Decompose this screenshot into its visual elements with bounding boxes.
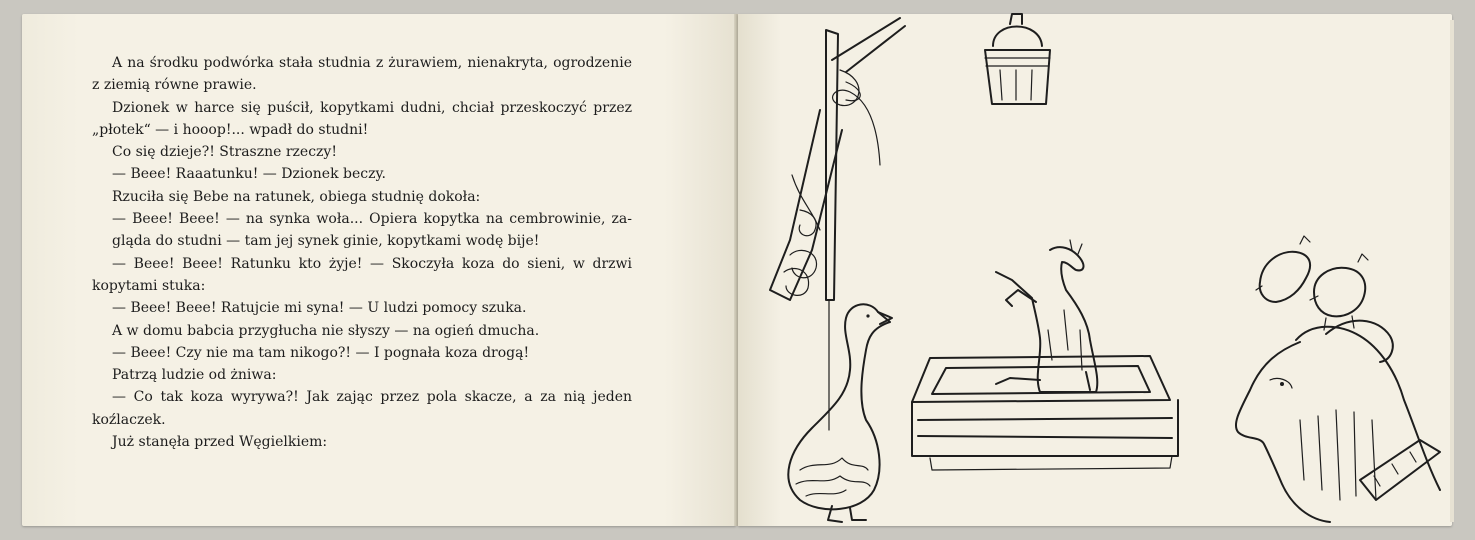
story-line: Rzuciła się Bebe na ratunek, obiega studnię dokoła: xyxy=(112,188,481,205)
story-line: Już stanęła przed Węgielkiem: xyxy=(112,434,328,451)
story-line: — Beee! Beee! Ratunku kto żyje! — Skoczyła koza do sieni, w drzwi xyxy=(112,255,632,272)
story-line: — Beee! Beee! — na synka woła... Opiera kopytka na cembrowinie, za- xyxy=(112,211,632,228)
bucket-icon xyxy=(985,14,1050,104)
story-line: gląda do studni — tam jej synek ginie, kopytkami wodę bije! xyxy=(112,233,540,250)
mother-goat-icon xyxy=(1236,321,1440,522)
story-line: koźlaczek. xyxy=(92,411,166,428)
story-line: Dzionek w harce się puścił, kopytkami dudni, chciał przeskoczyć przez xyxy=(112,99,632,116)
story-line: — Co tak koza wyrywa?! Jak zając przez pola skacze, a za nią jeden xyxy=(112,389,632,406)
story-line: — Beee! Beee! Ratujcie mi syna! — U ludzi pomocy szuka. xyxy=(112,300,527,317)
story-line: kopytami stuka: xyxy=(92,277,206,294)
story-line: — Beee! Czy nie ma tam nikogo?! — I pognała koza drogą! xyxy=(112,344,530,361)
story-line: Patrzą ludzie od żniwa: xyxy=(112,367,277,384)
goose-icon xyxy=(788,304,892,522)
well-frame-icon xyxy=(912,356,1178,470)
story-line: z ziemią równe prawie. xyxy=(92,77,257,94)
kid-goat-icon xyxy=(996,240,1097,392)
story-line: „płotek“ — i hooop!... wpadł do studni! xyxy=(92,121,369,138)
story-line: Co się dzieje?! Straszne rzeczy! xyxy=(112,144,337,161)
story-line: A na środku podwórka stała studnia z żurawiem, nienakryta, ogrodzenie xyxy=(112,55,632,71)
well-sweep-icon xyxy=(770,18,905,430)
piglets-icon xyxy=(1256,236,1368,330)
story-line: A w domu babcia przygłucha nie słyszy — na ogień dmucha. xyxy=(112,322,540,339)
story-line: — Beee! Raaatunku! — Dzionek beczy. xyxy=(112,166,386,183)
